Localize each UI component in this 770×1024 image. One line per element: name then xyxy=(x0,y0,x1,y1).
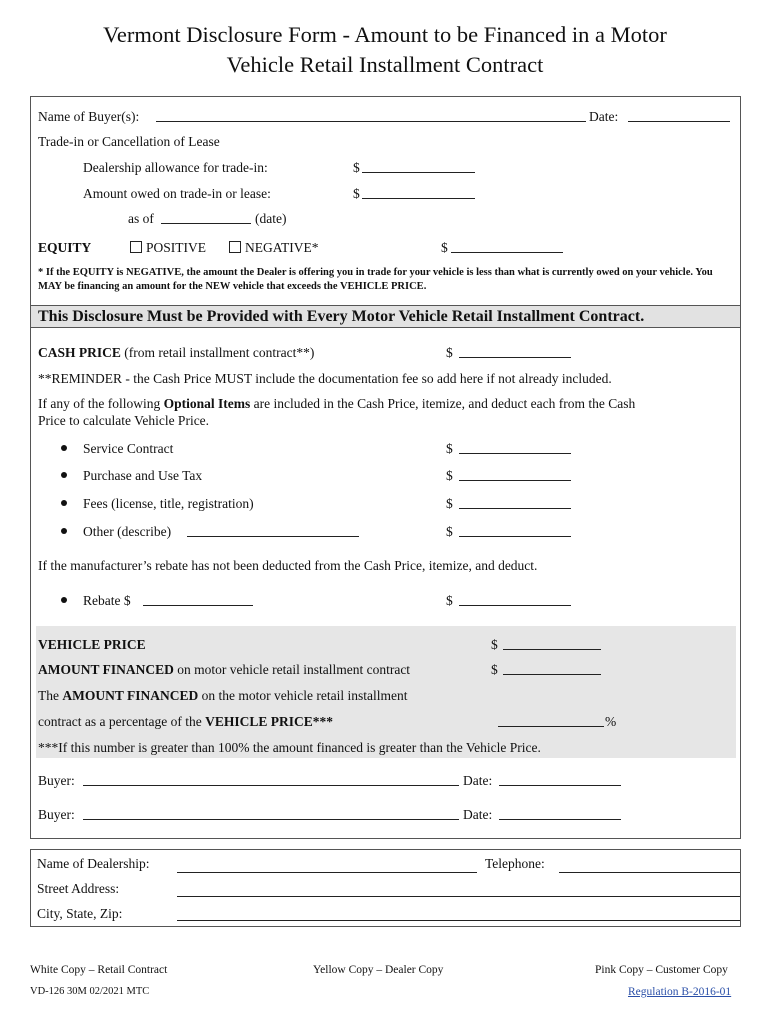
purchase-tax-item: Purchase and Use Tax xyxy=(61,468,202,484)
buyer-date-field[interactable] xyxy=(499,773,621,786)
white-copy-label: White Copy – Retail Contract xyxy=(30,964,168,976)
dollar-sign: $ xyxy=(441,240,448,255)
pricing-section xyxy=(30,327,741,839)
rebate-item: Rebate $ xyxy=(61,593,131,609)
regulation-link[interactable]: Regulation B-2016-01 xyxy=(628,986,732,998)
percentage-label-line2: contract as a percentage of the VEHICLE PRICE*** xyxy=(38,714,334,729)
form-id: VD-126 30M 02/2021 MTC xyxy=(30,986,150,997)
disclosure-banner: This Disclosure Must be Provided with Every Motor Vehicle Retail Installment Contract. xyxy=(31,305,740,327)
buyer-date-field[interactable] xyxy=(499,807,621,820)
optional-items-intro-line2: Price to calculate Vehicle Price. xyxy=(38,413,210,428)
trade-in-section xyxy=(30,96,741,327)
equity-label: EQUITY xyxy=(38,240,92,255)
buyer-signature-label: Buyer: xyxy=(38,773,75,788)
other-describe-field[interactable] xyxy=(187,524,359,537)
bullet-icon xyxy=(61,528,67,534)
percent-sign: % xyxy=(605,714,617,729)
amount-owed-label: Amount owed on trade-in or lease: xyxy=(83,186,271,201)
as-of-label: as of xyxy=(128,211,154,226)
buyer-date-label: Date: xyxy=(463,807,493,822)
fees-item: Fees (license, title, registration) xyxy=(61,496,254,512)
telephone-field[interactable] xyxy=(559,872,740,873)
dealership-allowance-label: Dealership allowance for trade-in: xyxy=(83,160,268,175)
bullet-icon xyxy=(61,472,67,478)
purchase-tax-field[interactable] xyxy=(459,468,571,481)
fees-field[interactable] xyxy=(459,496,571,509)
city-state-zip-label: City, State, Zip: xyxy=(37,906,123,921)
amount-owed-field[interactable] xyxy=(362,186,475,199)
cash-price-label: CASH PRICE (from retail installment contract**) xyxy=(38,345,315,360)
rebate-describe-field[interactable] xyxy=(143,593,253,606)
dollar-sign: $ xyxy=(353,160,360,175)
buyer-date-label: Date: xyxy=(463,773,493,788)
reminder-note: **REMINDER - the Cash Price MUST include the documentation fee so add here if not already included. xyxy=(38,371,612,386)
trade-in-heading: Trade-in or Cancellation of Lease xyxy=(38,134,220,149)
title-line-2: Vehicle Retail Installment Contract xyxy=(226,52,544,77)
city-state-zip-field[interactable] xyxy=(177,920,740,921)
street-address-field[interactable] xyxy=(177,896,740,897)
date-paren-label: (date) xyxy=(255,211,287,226)
equity-note: * If the EQUITY is NEGATIVE, the amount the Dealer is offering you in trade for your vehicle is less than what is currently owed on your vehicle. You MAY be financing an amount for the NEW vehicle that exceeds the VEHICLE PRICE. xyxy=(38,267,713,292)
amount-financed-label: AMOUNT FINANCED on motor vehicle retail installment contract xyxy=(38,662,411,677)
positive-option[interactable]: POSITIVE xyxy=(130,240,206,256)
checkbox-icon[interactable] xyxy=(229,241,241,253)
date-label: Date: xyxy=(589,109,619,124)
street-address-label: Street Address: xyxy=(37,881,120,896)
dealership-name-field[interactable] xyxy=(177,872,477,873)
dollar-sign: $ xyxy=(446,345,453,360)
yellow-copy-label: Yellow Copy – Dealer Copy xyxy=(313,964,444,976)
bullet-icon xyxy=(61,500,67,506)
dealership-section xyxy=(30,849,741,927)
dollar-sign: $ xyxy=(446,593,453,608)
optional-items-intro: If any of the following Optional Items are included in the Cash Price, itemize, and deduct each from the Cash xyxy=(38,396,636,411)
dollar-sign: $ xyxy=(446,496,453,511)
dealership-allowance-field[interactable] xyxy=(362,160,475,173)
dollar-sign: $ xyxy=(446,524,453,539)
buyer-signature-label: Buyer: xyxy=(38,807,75,822)
negative-option[interactable]: NEGATIVE* xyxy=(229,240,319,256)
vehicle-price-field[interactable] xyxy=(503,637,601,650)
equity-amount-field[interactable] xyxy=(451,240,563,253)
service-contract-item: Service Contract xyxy=(61,441,173,457)
pink-copy-label: Pink Copy – Customer Copy xyxy=(595,964,728,976)
telephone-label: Telephone: xyxy=(485,856,545,871)
buyer-name-label: Name of Buyer(s): xyxy=(38,109,140,124)
rebate-intro: If the manufacturer’s rebate has not been deducted from the Cash Price, itemize, and deduct. xyxy=(38,558,538,573)
percentage-label: The AMOUNT FINANCED on the motor vehicle retail installment xyxy=(38,688,408,703)
title-line-1: Vermont Disclosure Form - Amount to be Financed in a Motor xyxy=(103,22,667,47)
checkbox-icon[interactable] xyxy=(130,241,142,253)
service-contract-field[interactable] xyxy=(459,441,571,454)
dollar-sign: $ xyxy=(491,637,498,652)
dollar-sign: $ xyxy=(446,468,453,483)
dealership-name-label: Name of Dealership: xyxy=(37,856,150,871)
dollar-sign: $ xyxy=(446,441,453,456)
other-amount-field[interactable] xyxy=(459,524,571,537)
other-item: Other (describe) xyxy=(61,524,171,540)
bullet-icon xyxy=(61,445,67,451)
rebate-amount-field[interactable] xyxy=(459,593,571,606)
vehicle-price-label: VEHICLE PRICE xyxy=(38,637,146,652)
amount-financed-field[interactable] xyxy=(503,662,601,675)
as-of-date-field[interactable] xyxy=(161,211,251,224)
cash-price-field[interactable] xyxy=(459,345,571,358)
bullet-icon xyxy=(61,597,67,603)
percentage-note: ***If this number is greater than 100% the amount financed is greater than the Vehicle Price. xyxy=(38,740,541,755)
buyer-name-field[interactable] xyxy=(156,109,586,122)
buyer-signature-field[interactable] xyxy=(83,773,459,786)
form-title xyxy=(0,20,770,80)
dollar-sign: $ xyxy=(491,662,498,677)
percentage-field[interactable] xyxy=(498,714,604,727)
dollar-sign: $ xyxy=(353,186,360,201)
date-field[interactable] xyxy=(628,109,730,122)
buyer-signature-field[interactable] xyxy=(83,807,459,820)
